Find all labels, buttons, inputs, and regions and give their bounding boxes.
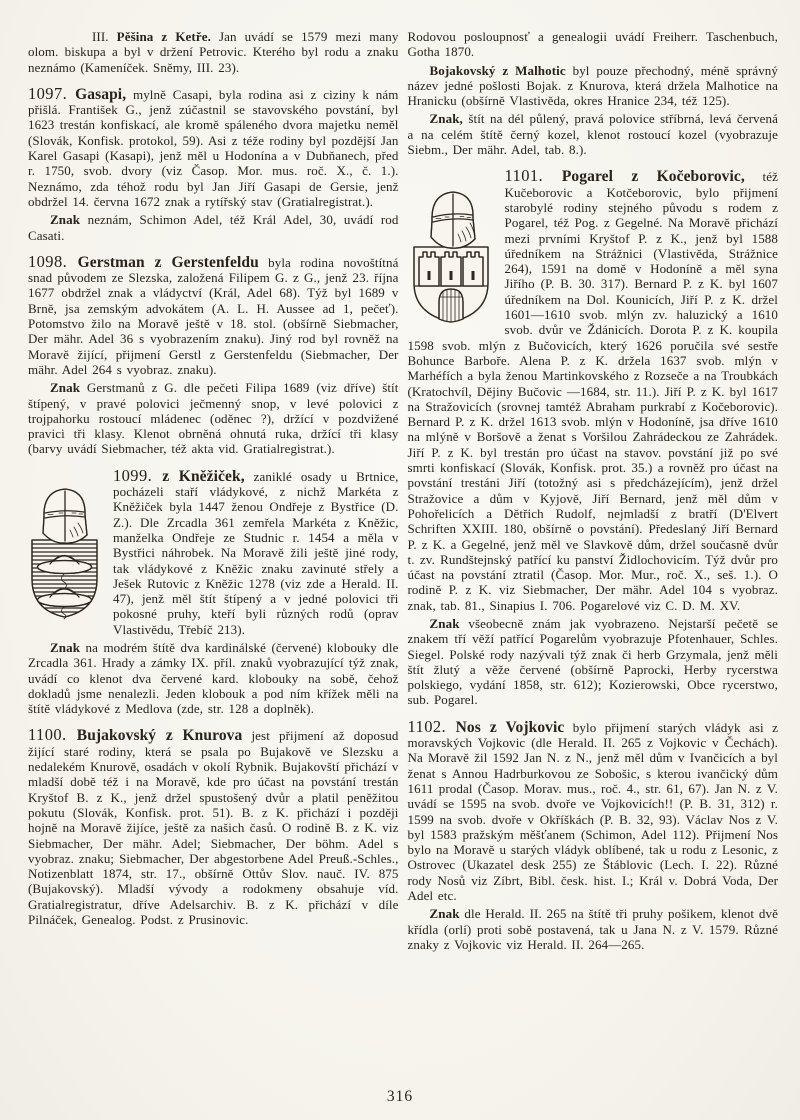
entry-number: 1099. xyxy=(113,465,163,485)
paragraph xyxy=(408,906,779,952)
text-run: neznám, Schimon Adel, též Král Adel, 30, uvádí rod Casati. xyxy=(28,212,399,243)
text-run: štít na dél půlený, pravá polovice stříbrná, levá červená a na celém štítě černý kozel, klenot rostoucí kozel (vyobrazuje Siebm., Der mähr. Adel, tab. 8.). xyxy=(407,111,778,158)
entry-paragraph xyxy=(28,727,399,927)
paragraph xyxy=(28,380,399,456)
text-run: jest přijmení až doposud žijící staré rodiny, která se psala po Bujakově ve Slezsku a nedalekém Knurově, osadách v okolí Rybnik. Bujakovští přichází v mladší době též i na Moravě, kde pro účast na povstání trestán Kryštof B. z K., jenž držel spustošený dvůr a platil peněžitou pokutu (Slovák, Konfisk. prot. 51). B. z K. přichází i později hojně na Moravě žijíce, ještě za našich časů. O rodině B. z K. viz Siebmacher, Der mähr. Adel; Siebmacher, Der böhm. Adel s vyobraz. znaku; Siebmacher, Der abgestorbene Adel Preuß.-Schles., Notizenblatt 1874, str. 17., obšírně Ottův Slov. nauč. IV. 875 (Bujakovský). Mladší vývody a rodokmeny obsahuje víd. Gratialregistratur, dříve Adelsarchiv. B. z K. přichází v díle Pilnáček, Genealog. Podst. z Prusinovic. xyxy=(28,728,399,928)
paragraph xyxy=(408,29,779,60)
bold-lead: Znak xyxy=(50,639,81,655)
columns xyxy=(28,26,778,952)
bold-lead: Znak xyxy=(429,906,460,922)
text-run: všeobecně znám jak vyobrazeno. Nejstarší pečetě se znakem tří věží patřící Pogarelům vyobrazuje Pfotenhauer, Schles. Siegel. Polské rody nazývali týž znak či herb Grzymala, jenž měli štít žlutý a věže červené (obšírně Paprocki, Herby rycerstwa polskiego, vydání 1858, str. 612); Kozierowski, Obce rycerstwo, sub. Pogarel. xyxy=(407,615,778,708)
entry-name: Gasapi, xyxy=(75,85,127,103)
entry-name: Nos z Vojkovic xyxy=(455,718,565,736)
entry-paragraph xyxy=(28,83,399,209)
bold-lead: Znak, xyxy=(429,111,463,127)
paragraph xyxy=(408,616,779,708)
entry-number: 1101. xyxy=(504,166,562,186)
paragraph xyxy=(28,29,399,75)
entry-name: z Kněžiček, xyxy=(162,467,245,485)
entry-number: 1097. xyxy=(28,83,76,103)
coat-of-arms-knezicek xyxy=(28,483,102,621)
coat-of-arms-pogarel xyxy=(408,183,494,325)
text-run: byla rodina novoštítná snad původem ze Slezska, založená Filipem G. z G., jenž 23. října 1677 obdržel znak a vládyctví (Král, Adel 68). Týž byl 1689 v Brně, jsa zemským advokátem (A. L. H. Aussee ad 1, pečeť). Potomstvo žilo na Moravě ještě v 18. stol. (obšírně Siebmacher, Der mähr. Adel 36 s vyobrazením znaku). Jiný rod byl rovněž na Moravě žijící, přijmení Gerstl z Gerstenfeldu (Siebmacher, Der mähr. Adel 264 s vyobraz. znaku). xyxy=(28,254,399,377)
entry-number: 1100. xyxy=(28,725,77,745)
entry-paragraph xyxy=(28,251,399,377)
paragraph xyxy=(28,640,399,716)
text-run: Rodovou posloupnosť a genealogii uvádí Freiherr. Taschenbuch, Gotha 1870. xyxy=(407,29,778,60)
entry-paragraph xyxy=(408,168,779,613)
paragraph xyxy=(28,212,399,243)
text-run: byl pouze přechodný, méně správný název jedné pošlosti Bojak. z Knurova, která držela Malhotice na Hranicku (obšírně Vlastivěda, okres Hranice 234, též 125). xyxy=(407,62,779,109)
text-run: zaniklé osady u Brtnice, pocházeli staří vládykové, z nichž Markéta z Kněžiček byla 1447 ženou Ondřeje z Bystřice (D. Z.). Dle Zrcadla 361 zemřela Markéta z Kněžic, manželka Ondřeje ze Studnic r. 1454 a měla v Bystřici náhrobek. Na Moravě žili ještě jiné rody, tak vládykové z Kněžic znaku zavinuté střely a Ješek Rutovic z Kněžic 1278 (viz zde a Herald. II. 47), jenž měl štít štípený a v jedné polovici tři pokosné pruhy, kteří byli různých rodů (oprav Vlastivědu, Třebíč 213). xyxy=(113,468,399,637)
entry-paragraph xyxy=(407,716,779,904)
paragraph xyxy=(408,111,779,157)
text-run: III. xyxy=(92,29,117,44)
text-run: Gerstmanů z G. dle pečeti Filipa 1689 (viz dříve) štít štípený, v pravé polovici ječmenný snop, v levé polovici z trojpahorku rostoucí mládenec (oděnec ?), držící v pozdvižené pravici tři klasy. Klenot obrněná ohnutá ruka, držící tři klasy (barvy uvádí Siebmacher, též akta vid. Gratialregistrat.). xyxy=(28,380,399,457)
text-run: Jan uvádí se 1579 mezi many olom. biskupa a byl v držení Petrovic. Kterého byl rodu a znaku neznámo (Kameníček. Sněmy, III. 23). xyxy=(28,29,399,75)
bold-lead: Pěšina z Ketře. xyxy=(116,29,211,44)
text-run: dle Herald. II. 265 na štítě tři pruhy pošikem, klenot dvě křídla (orlí) proti sobě postavená, tak u Jana N. z V. 1579. Různé znaky z Vojkovic viz Herald. II. 264—265. xyxy=(407,906,778,952)
text-run: mylně Casapi, byla rodina asi z ciziny k nám přišlá. František G., jenž zúčastnil se stavovského povstání, byl 1623 trestán konfiskací, ale kromě spáleného dvora majetku neměl (Slovák, Konfisk. protokol, 59). Asi z téže rodiny byl pozdější Jan Karel Gasapi (Kasapi), jenž měl u Hodonína a v Dubňanech, před r. 1750, svob. dvory (viz Časop. Mor. mus. roč. X., č. 1.). Neznámo, zda téhož rodu byl Jan Jiří Gasapi de Gersie, jenž obdržel 14. června 1672 znak a rytířský stav (Gratialregistrat.). xyxy=(28,86,399,209)
entry-paragraph xyxy=(28,465,399,637)
column-left xyxy=(28,26,399,952)
entry-name: Gerstman z Gerstenfeldu xyxy=(77,253,259,271)
paragraph xyxy=(408,63,779,109)
column-right xyxy=(408,26,779,952)
text-run: též Kučeborovic a Kotčeborovic, bylo přijmení starobylé rodiny stejného původu s rodem z Pogarel, též Pog. z Gegelné. Na Moravě přichází mezi prvními Kryštof P. z K., jenž byl 1588 úředníkem na Strážnici (Vlastivěda, Strážnice 264), 1591 na domě v Hodoníně a měl syna Jiřího (P. B. 30. 317). Bernard P. z K. byl 1607 úředníkem na Dol. Kounicích, Jiří P. z K. držel 1601—1610 svob. mlýn zv. haluzický a 1610 svob. dvůr ve Ždánicích. Dorota P. z K. koupila 1598 svob. mlýn z Bučovicích, který 1626 poručila své sestře Bohunce Barboře. Alena P. z K. držela 1637 svob. mlýn v Marhéfích a byla ženou Martinkovského z Rozseče a na Troubkách (Kratochvíl, Dějiny Bučovic —1684, str. 11.). Jiří P. z K. byl 1617 na Stražovicích (srovnej tamtéž Abraham purkrabí z Kočeborovic). Bernard P. z K. držel 1613 svob. mlýn v Hodoníně, jsa dříve 1610 na mlýně v Boršově a ženat s Voršilou Zahrádeckou ze Zahrádek. Jiří P. z K. byl trestán pro účast na stavov. povstání již po své smrti konfiskací (Slovák, Konfisk. prot. 35.) a rovněž pro účast na povstání trestáni Jiří (totožný asi s předcházejícím), jenž držel Stražovice a dům v Kyjově, Jiří Bernard, jenž měl dům v Pohořelicích a Dětřich Rudolf, nejmladší z bratří (D'Elvert Schriften XXIII. 180, obšírně o povstání). Předeslaný Jiří Bernard P. z K. a Gegelné, jenž měl ve Slavkově dům, držel současně dvůr t. zv. Rundštejnský patřící ku panství Židlochovicím. Týž dvůr pro účast na povstání ztratil (Časop. Mor. Mur., roč. X., seš. 1.). O rodině P. z K. viz Siebmacher, Der mähr. Adel 104 s vyobraz. znak, tab. 81., Sinapius I. 706. Pogarelové viz C. D. M. XV. xyxy=(407,169,778,613)
page-number: 316 xyxy=(386,1088,414,1105)
entry-number: 1098. xyxy=(28,251,78,271)
bold-lead: Bojakovský z Malhotic xyxy=(429,62,566,78)
text-run: na modrém štítě dva kardinálské (červené) klobouky dle Zrcadla 361. Hrady a zámky IX. příl. znaků vyobrazující týž znak, uvádí co klenot dva červené kard. klobouky na sobě, čehož dokladů jsme nenalezli. Jeden klobouk a pod ním křížek měli na štítě vládykové z Medlova (zde, str. 128 a doplněk). xyxy=(28,639,399,717)
bold-lead: Znak xyxy=(50,380,81,396)
entry-name: Pogarel z Kočeborovic, xyxy=(561,168,745,186)
bold-lead: Znak xyxy=(50,212,81,228)
text-run: bylo přijmení starých vládyk asi z moravských Vojkovic (dle Herald. II. 265 z Vojkovic v Čechách). Na Moravě žil 1592 Jan N. z N., jenž měl dům v Ivančicích a byl ženat s Annou Hadrburkovou ze Sobošic, s kterou ivančický dům 1611 prodal (Časop. Morav. mus., roč. 4., str. 61, 67). Jan N. z V. uvádí se 1595 na svob. dvoře ve Vojkovicích!! (P. B. 31, 312) r. 1599 na svob. dvoře v Okříškách (P. B. 32, 93). Václav Nos z V. byl 1583 pražským měšťanem (Schimon, Adel 112). Přijmení Nos bylo na Moravě u starých vládyk oblíbené, tak u rodu z Lesonic, z Ostrovec (Ukazatel desk 255) ze Štáblovic (Lech. I. 22). Různé rody Nosů viz Zíbrt, Bibl. česk. hist. I.; Král v. Dobrá Voda, Der Adel etc. xyxy=(407,719,778,904)
entry-name: Bujakovský z Knurova xyxy=(76,727,243,745)
entry-number: 1102. xyxy=(407,716,456,736)
bold-lead: Znak xyxy=(429,615,460,631)
